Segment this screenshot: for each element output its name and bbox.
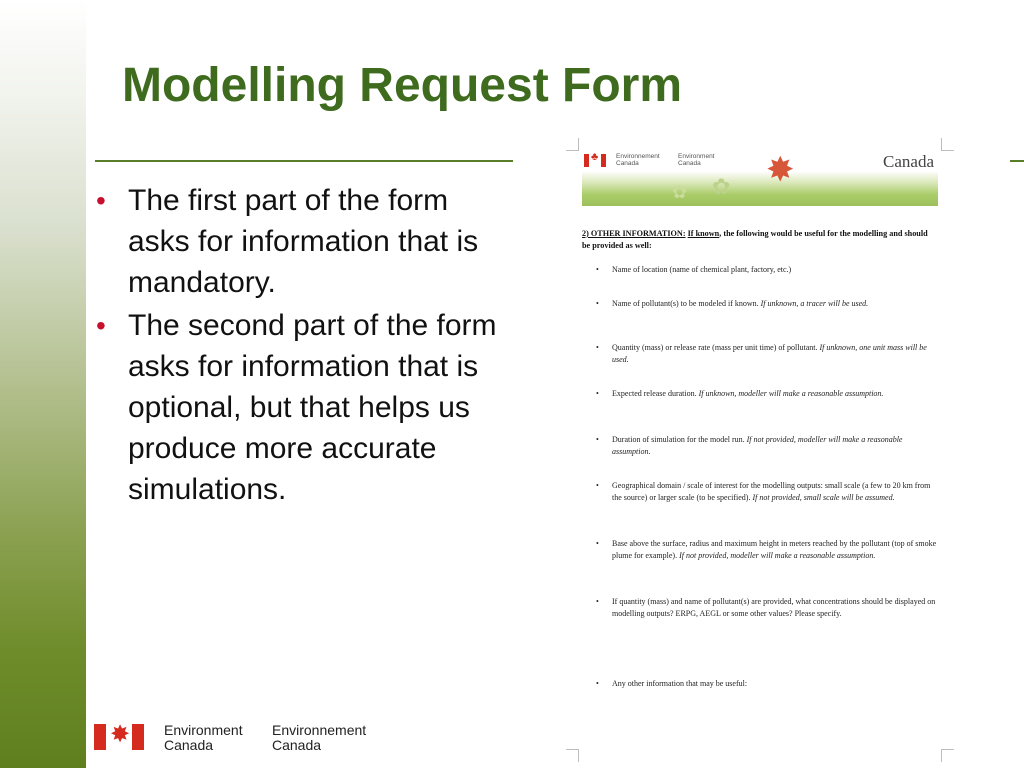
title-divider-right <box>1010 160 1024 162</box>
footer-environnement-canada <box>272 723 366 753</box>
crop-mark <box>941 138 954 151</box>
bullet-item <box>94 180 514 303</box>
document-item: • Name of location (name of chemical plant, factory, etc.) <box>596 265 792 274</box>
bullet-list <box>94 180 514 512</box>
document-item: • Expected release duration. If unknown, modeller will make a reasonable assumption. <box>596 389 884 398</box>
maple-leaf-icon: ✿ <box>672 182 688 202</box>
document-item: • Duration of simulation for the model run. If not provided, modeller will make a reasonable assumption. <box>596 435 903 456</box>
banner-environment-label: Environnement Canada <box>616 153 660 167</box>
bullet-dot-icon: • <box>96 310 106 341</box>
bullet-text: The second part of the form asks for information that is optional, but that helps us produce more accurate simulations. <box>128 309 497 506</box>
footer-line: Environment <box>164 722 243 738</box>
maple-leaf-icon: ✸ <box>766 151 795 189</box>
heading-known: If known <box>687 229 720 238</box>
bullet-text: The first part of the form asks for information that is mandatory. <box>128 184 479 299</box>
slide-title: Modelling Request Form <box>122 59 683 112</box>
document-item: • Any other information that may be useful: <box>596 679 748 688</box>
maple-leaf-icon: ✿ <box>712 174 731 199</box>
footer-line: Canada <box>272 737 322 753</box>
canada-flag-icon: ✸ <box>94 724 144 750</box>
crop-mark <box>566 749 579 762</box>
document-item: • Quantity (mass) or release rate (mass per unit time) of pollutant. If unknown, one unit mass will be used. <box>596 343 927 364</box>
document-item: • Name of pollutant(s) to be modeled if known. If unknown, a tracer will be used. <box>596 299 869 308</box>
canada-flag-icon <box>584 154 606 167</box>
document-banner <box>582 148 938 206</box>
heading-rest: , the following would be useful for the modelling and should be provided as well: <box>582 229 928 250</box>
heading-prefix: 2) OTHER INFORMATION: <box>582 229 686 238</box>
left-gradient-bar <box>0 0 86 768</box>
footer-line: Canada <box>164 737 214 753</box>
bullet-item <box>94 305 514 510</box>
crop-mark <box>941 749 954 762</box>
footer-line: Environnement <box>272 722 367 738</box>
footer-environment-canada <box>164 723 243 753</box>
bullet-dot-icon: • <box>96 185 106 216</box>
document-item: • Base above the surface, radius and maximum height in meters reached by the pollutant (top of smoke plume for example). If not provided, modeller will make a reasonable assumption. <box>596 539 937 560</box>
document-section-heading <box>582 228 932 252</box>
title-divider <box>95 160 513 162</box>
form-document-image <box>566 138 954 762</box>
document-item: • If quantity (mass) and name of pollutant(s) are provided, what concentrations should be displayed on modelling outputs? ERPG, AEGL or some other values? Please specify. <box>596 597 936 618</box>
document-item: • Geographical domain / scale of interest for the modelling outputs: small scale (a few to 20 km from the source) or larger scale (to be specified). If not provided, small scale will be assumed. <box>596 481 931 502</box>
canada-wordmark: Canada <box>883 152 934 171</box>
banner-environment-label: Environment Canada <box>678 153 715 167</box>
crop-mark <box>566 138 579 151</box>
